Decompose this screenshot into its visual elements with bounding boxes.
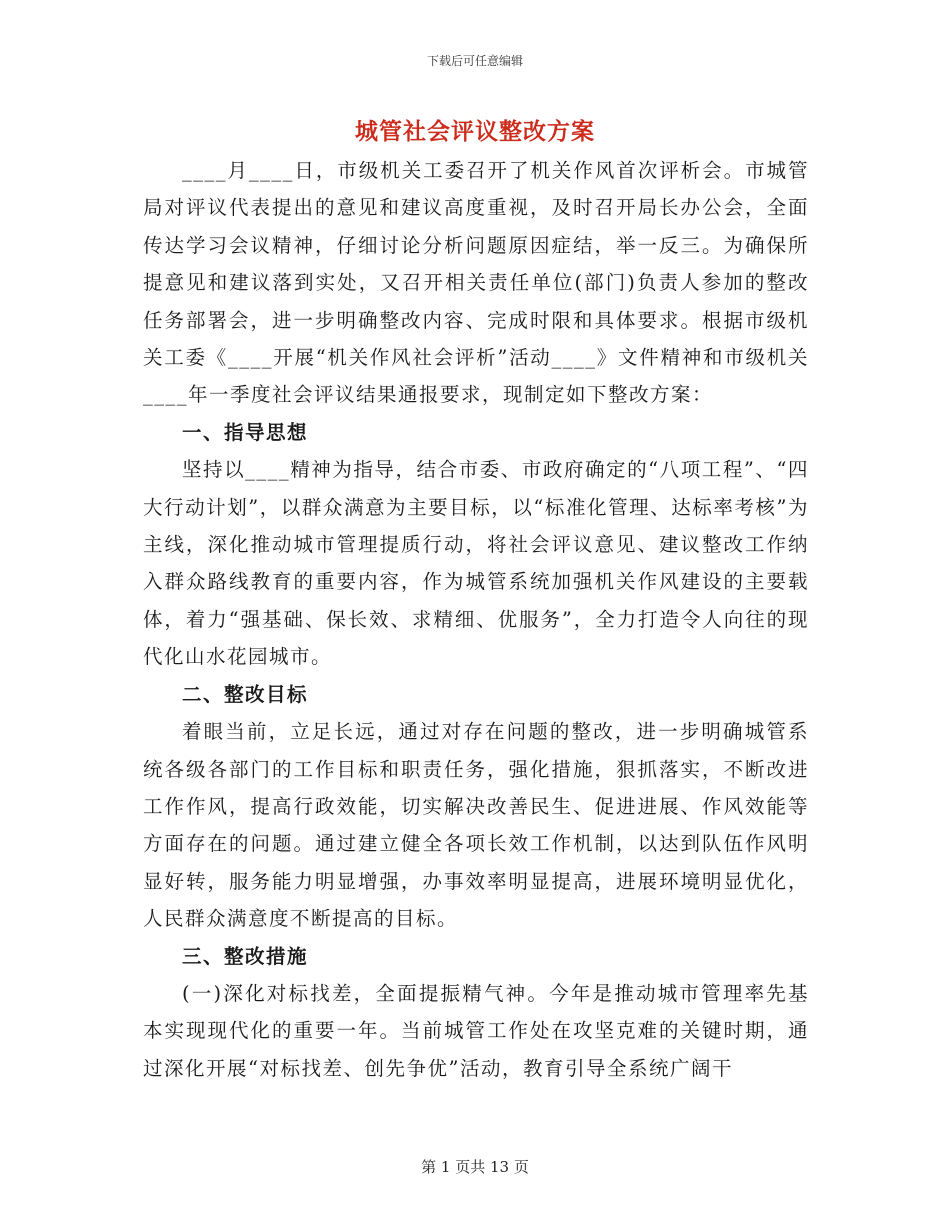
section-body-guiding-thought: 坚持以____精神为指导，结合市委、市政府确定的“八项工程”、“四大行动计划”，以群众满意为主要目标，以“标准化管理、达标率考核”为主线，深化推动城市管理提质行动，将社会评议意见、建议整改工作纳入群众路线教育的重要内容，作为城管系统加强机关作风建设的主要载体，着力“强基础、保长效、求精细、优服务”，全力打造令人向往的现代化山水花园城市。 — [143, 458, 809, 669]
section-heading-rectification-measures: 三、整改措施 — [182, 944, 309, 968]
section-body-rectification-measures: (一)深化对标找差，全面提振精气神。今年是推动城市管理率先基本实现现代化的重要一年。当前城管工作处在攻坚克难的关键时期，通过深化开展“对标找差、创先争优”活动，教育引导全系统广阔干 — [143, 981, 809, 1080]
document-body — [143, 152, 809, 1087]
page-number: 第 1 页共 13 页 — [421, 1158, 529, 1176]
section-heading-guiding-thought: 一、指导思想 — [182, 420, 309, 444]
section-heading-rectification-goals: 二、整改目标 — [182, 682, 309, 706]
document-title: 城管社会评议整改方案 — [355, 118, 595, 145]
header-note: 下载后可任意编辑 — [426, 54, 523, 68]
intro-paragraph: ____月____日，市级机关工委召开了机关作风首次评析会。市城管局对评议代表提出的意见和建议高度重视，及时召开局长办公会，全面传达学习会议精神，仔细讨论分析问题原因症结，举一反三。为确保所提意见和建议落到实处，又召开相关责任单位(部门)负责人参加的整改任务部署会，进一步明确整改内容、完成时限和具体要求。根据市级机关工委《____开展“机关作风社会评析”活动____》文件精神和市级机关____年一季度社会评议结果通报要求，现制定如下整改方案： — [143, 159, 809, 407]
section-body-rectification-goals: 着眼当前，立足长远，通过对存在问题的整改，进一步明确城管系统各级各部门的工作目标和职责任务，强化措施，狠抓落实，不断改进工作作风，提高行政效能，切实解决改善民生、促进进展、作风效能等方面存在的问题。通过建立健全各项长效工作机制，以达到队伍作风明显好转，服务能力明显增强，办事效率明显提高，进展环境明显优化，人民群众满意度不断提高的目标。 — [143, 720, 809, 931]
